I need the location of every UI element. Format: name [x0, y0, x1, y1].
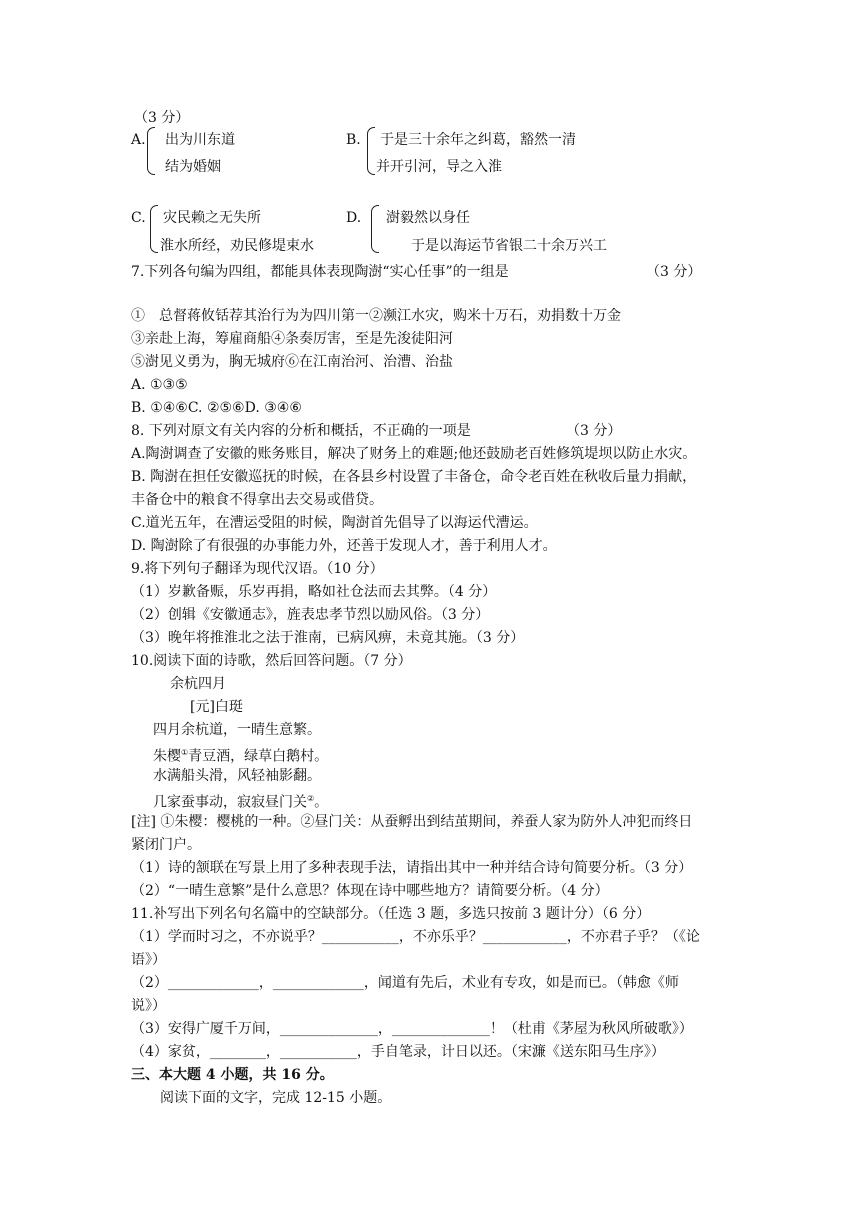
option-b-line2: 并开引河，导之入淮 [376, 159, 502, 175]
option-c-line1: 灾民赖之无失所 [163, 210, 261, 226]
q9-stem: 9.将下列句子翻译为现代汉语。（10 分） [131, 561, 384, 577]
q7-option-a: A. ①③⑤ [131, 377, 188, 393]
option-c-line2: 淮水所经，劝民修堤束水 [160, 238, 314, 254]
poem-note-line2: 紧闭门户。 [131, 837, 201, 853]
q8-option-a: A.陶澍调查了安徽的账务账目，解决了财务上的难题;他还鼓励老百姓修筑堤坝以防止水灾。 [131, 446, 697, 462]
option-b-label: B. [346, 132, 361, 148]
q9-sentence-2: （2）创辑《安徽通志》，旌表忠孝节烈以励风俗。（3 分） [131, 607, 490, 623]
score-header: （3 分） [134, 110, 190, 126]
option-d-brace [371, 205, 379, 253]
section-3-intro: 阅读下面的文字，完成 12-15 小题。 [160, 1090, 392, 1106]
q11-stem: 11.补写出下列名句名篇中的空缺部分。（任选 3 题，多选只按前 3 题计分）（6 分） [131, 906, 651, 922]
q7-items-line1: ① 总督蒋攸铦荐其治行为为四川第一②濒江水灾，购米十万石，劝捐数十万金 [131, 308, 621, 324]
poem-author: [元]白珽 [190, 699, 243, 715]
q10-stem: 10.阅读下面的诗歌，然后回答问题。（7 分） [131, 653, 412, 669]
option-a-line1: 出为川东道 [165, 132, 235, 148]
option-c-brace [150, 205, 158, 253]
poem-note-line1: [注] ①朱樱：樱桃的一种。②昼门关：从蚕孵出到结茧期间，养蚕人家为防外人冲犯而终日 [131, 814, 693, 830]
q8-option-b-line1: B. 陶澍在担任安徽巡抚的时候，在各县乡村设置了丰备仓，命令老百姓在秋收后量力捐献， [131, 469, 697, 485]
q11-item-3: （3）安得广厦千万间，______________，______________！（杜甫《茅屋为秋风所破歌》） [131, 1021, 693, 1037]
q11-item-4: （4）家贫，________，___________，手自笔录，计日以还。（宋濂《送东阳马生序》） [131, 1044, 665, 1060]
q8-option-c: C.道光五年，在漕运受阻的时候，陶澍首先倡导了以海运代漕运。 [131, 515, 538, 531]
option-d-line1: 澍毅然以身任 [386, 210, 470, 226]
q11-item-2: （2）_____________，_____________，闻道有先后，术业有专攻，如是而已。（韩愈《师 [131, 975, 679, 991]
q7-items-line3: ⑤澍见义勇为，胸无城府⑥在江南治河、治漕、治盐 [131, 354, 453, 370]
option-b-line1: 于是三十余年之纠葛，豁然一清 [380, 132, 576, 148]
q7-stem: 7.下列各句编为四组，都能具体表现陶澍“实心任事”的一组是 [131, 264, 509, 280]
q10-sub-1: （1）诗的颔联在写景上用了多种表现手法，请指出其中一种并结合诗句简要分析。（3 分） [131, 860, 693, 876]
option-a-brace [147, 127, 155, 175]
poem-line-4: 几家蚕事动，寂寂昼门关②。 [153, 794, 329, 811]
q8-option-b-line2: 丰备仓中的粮食不得拿出去交易或借贷。 [131, 492, 383, 508]
option-c-label: C. [131, 210, 146, 226]
q7-items-line2: ③亲赴上海，筹雇商船④条奏厉害，至是先浚徒阳河 [131, 331, 453, 347]
poem-line-1: 四月余杭道，一晴生意繁。 [153, 722, 321, 738]
option-d-line2: 于是以海运节省银二十余万兴工 [411, 238, 607, 254]
q9-sentence-1: （1）岁歉备赈，乐岁再捐，略如社仓法而去其弊。（4 分） [131, 584, 497, 600]
option-b-brace [367, 127, 375, 175]
q8-score: （3 分） [566, 423, 622, 439]
poem-line-3: 水满船头滑，风轻袖影翻。 [153, 768, 321, 784]
q11-item-2-cont: 说》） [131, 998, 166, 1014]
section-3-heading: 三、本大题 4 小题，共 16 分。 [131, 1067, 334, 1083]
option-a-label: A. [131, 132, 146, 148]
poem-title: 余杭四月 [170, 676, 226, 692]
q11-item-1-cont: 语》） [131, 952, 166, 968]
option-d-label: D. [346, 210, 362, 226]
q8-stem: 8. 下列对原文有关内容的分析和概括，不正确的一项是 [131, 423, 471, 439]
option-a-line2: 结为婚姻 [165, 159, 221, 175]
q9-sentence-3: （3）晚年将推淮北之法于淮南，已病风痹，未竟其施。（3 分） [131, 630, 525, 646]
poem-line-2: 朱樱①青豆酒，绿草白鹅村。 [153, 748, 329, 765]
q11-item-1: （1）学而时习之，不亦说乎？___________，不亦乐乎？____________，不亦君子乎？（《论 [131, 929, 700, 945]
q10-sub-2: （2）“一晴生意繁”是什么意思？体现在诗中哪些地方？请简要分析。（4 分） [131, 883, 609, 899]
q8-option-d: D. 陶澍除了有很强的办事能力外，还善于发现人才，善于利用人才。 [131, 538, 557, 554]
q7-options-bcd: B. ①④⑥C. ②⑤⑥D. ③④⑥ [131, 400, 302, 416]
q7-score: （3 分） [646, 264, 702, 280]
